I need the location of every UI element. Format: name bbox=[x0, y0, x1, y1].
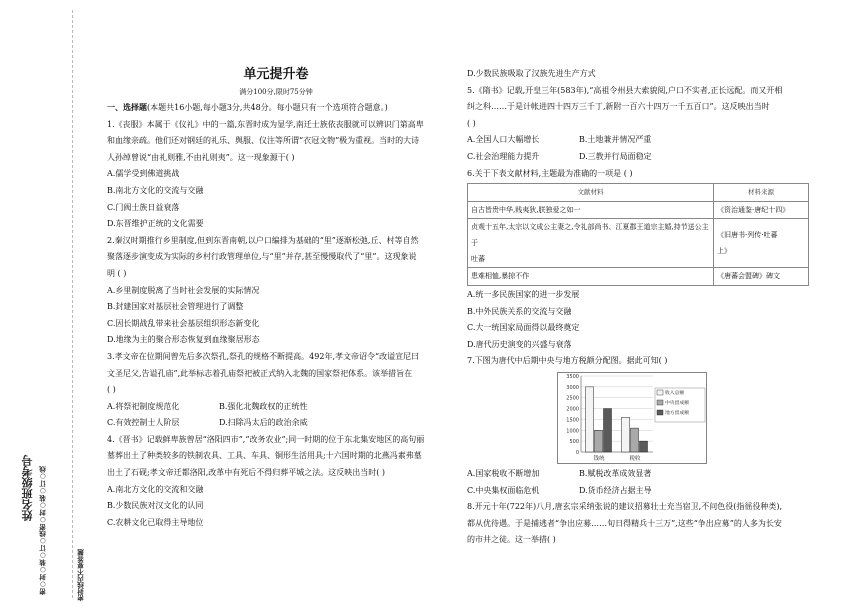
table-cell-source: 《唐蕃会盟碑》碑文 bbox=[714, 268, 809, 286]
q5-options-row2 bbox=[467, 149, 809, 166]
table-cell-source: 《资治通鉴·唐纪十四》 bbox=[714, 201, 809, 219]
q5-stem-line3: ( ) bbox=[467, 118, 476, 128]
section-desc: (本题共16小题,每小题3分,共48分。每小题只有一个选项符合题意。) bbox=[147, 103, 388, 112]
row2-line2: 吐蕃 bbox=[471, 255, 485, 264]
no-answer-note: 密封线内不要答题 bbox=[77, 549, 85, 601]
q2-option-d[interactable]: D.地缘为主的聚合形态恢复到血缘聚居形态 bbox=[107, 335, 260, 345]
binding-dashed-line bbox=[72, 10, 73, 598]
q3-option-a[interactable]: A.将祭祀制度规范化 bbox=[107, 401, 180, 411]
chart-bar bbox=[622, 417, 630, 452]
q1-stem-line2: 和血缘亲疏。他们还对钢廷的礼乐、舆服、仪注等所谓“衣冠文物”极为重视。当时的大诗 bbox=[107, 136, 420, 146]
page-subtitle: 满分100分,限时75分钟 bbox=[239, 88, 313, 96]
chart-svg bbox=[557, 372, 707, 464]
chart-bar bbox=[595, 430, 603, 452]
table-row bbox=[468, 219, 809, 268]
q1-option-d[interactable]: D.东晋维护正统的文化需要 bbox=[107, 219, 204, 229]
chart-bar bbox=[586, 387, 594, 452]
q7-options-row2 bbox=[467, 483, 809, 500]
q1-stem-line3: 人孙绰曾说“由礼则雅,不由礼则夷”。这一现象源于( ) bbox=[107, 152, 295, 162]
q6-stem: 6.关于下表文献材料,主题最为准确的一项是 ( ) bbox=[467, 168, 633, 178]
section-label: 一、选择题 bbox=[107, 103, 147, 112]
legend-swatch bbox=[657, 400, 663, 405]
y-tick-label: 1000 bbox=[566, 428, 579, 435]
q4-stem-line1: 4.《晋书》记载鲜卑族曾居“洛阳四市”,“改务农业”;同一时期的位于东北集安地区的高句丽 bbox=[107, 434, 425, 444]
q7-option-c[interactable]: C.中央集权面临危机 bbox=[467, 485, 540, 495]
q6-option-d[interactable]: D.唐代历史演变的兴盛与衰落 bbox=[467, 339, 572, 349]
legend-label: 中央留成额 bbox=[665, 400, 689, 406]
section-heading bbox=[107, 100, 445, 117]
q3-option-c[interactable]: C.有效控制士人阶层 bbox=[107, 418, 180, 428]
q7-stem: 7.下图为唐代中后期中央与地方税额分配图。据此可知( ) bbox=[467, 356, 668, 366]
q8-stem-line2: 都从优待遇。于是捕逃者“争出应募……旬日得精兵十三万”,这些“争出应募”的人多为长安 bbox=[467, 518, 782, 528]
q8-stem-line1: 8.开元十年(722年)八月,唐玄宗采纳张说的建议招募壮士充当宿卫,不问色役(指徭役种类), bbox=[467, 502, 783, 512]
q4-option-b[interactable]: B.少数民族对汉文化的认同 bbox=[107, 501, 204, 511]
legend-label: 收入总额 bbox=[665, 390, 685, 396]
page-title: 单元提升卷 bbox=[243, 67, 309, 82]
q5-stem-line1: 5.《隋书》记载,开皇三年(583年),“高祖令州县大索貌阅,户口不实者,正长远配。而又开相 bbox=[467, 85, 783, 95]
q5-stem-line2: 纠之科……于是计帐进四十四万三千丁,新附一百六十四万一千五百口”。这反映出当时 bbox=[467, 102, 770, 112]
q6-option-b[interactable]: B.中外民族关系的交流与交融 bbox=[467, 306, 572, 316]
right-column bbox=[467, 66, 809, 549]
q2-stem-line1: 2.秦汉时期推行乡里制度,但到东晋南朝,以户口编排为基础的“里”逐渐松弛,丘、村等自然 bbox=[107, 235, 419, 245]
q3-option-b[interactable]: B.强化北魏政权的正统性 bbox=[219, 401, 308, 411]
src2-line2: 上》 bbox=[717, 247, 731, 256]
q5-option-c[interactable]: C.社会治理能力提升 bbox=[467, 151, 540, 161]
x-tick-label: 钱统 bbox=[593, 455, 605, 462]
q2-option-a[interactable]: A.乡里制度脱离了当时社会发展的实际情况 bbox=[107, 285, 260, 295]
table-cell-material: 自古皆贵中华,贱夷狄,朕独爱之如一 bbox=[468, 201, 714, 219]
legend-swatch bbox=[657, 390, 663, 395]
q3-options-row2 bbox=[107, 415, 445, 432]
seal-line-text: 密○封○装○订○线密○封○装○订○线 bbox=[39, 466, 47, 595]
src2-line1: 《旧唐书·列传·吐蕃 bbox=[717, 231, 778, 240]
q2-stem-line2: 聚落逐步演变成为实际的乡村行政管理单位,与“里”并存,甚至慢慢取代了“里”。这现象说 bbox=[107, 252, 417, 262]
q4-stem-line3: 出土了石砚;孝文帝迁都洛阳,改革中有死后不得归葬平城之法。这反映出当时( ) bbox=[107, 468, 386, 478]
q1-option-a[interactable]: A.儒学受到佛道挑战 bbox=[107, 169, 180, 179]
q7-option-b[interactable]: B.赋税改革成效显著 bbox=[579, 468, 652, 478]
q3-stem-line3: ( ) bbox=[107, 385, 116, 395]
y-tick-label: 500 bbox=[569, 439, 579, 446]
y-tick-label: 1500 bbox=[566, 417, 579, 424]
y-tick-label: 3500 bbox=[566, 373, 579, 380]
q2-option-c[interactable]: C.因长期战乱带来社会基层组织形态新变化 bbox=[107, 318, 260, 328]
q4-stem-line2: 墓葬出土了种类较多的铁制农具、工具、车具、铜形生活用具;十六国时期的北燕冯素弗墓 bbox=[107, 451, 422, 461]
q5-option-d[interactable]: D.三教并行局面稳定 bbox=[579, 151, 652, 161]
q4-option-d[interactable]: D.少数民族吸取了汉族先进生产方式 bbox=[467, 69, 596, 78]
q2-option-b[interactable]: B.封建国家对基层社会管理进行了调整 bbox=[107, 302, 244, 312]
q4-option-a[interactable]: A.南北方文化的交流和交融 bbox=[107, 484, 204, 494]
q2-stem-line3: 明 ( ) bbox=[107, 268, 127, 278]
y-tick-label: 2500 bbox=[566, 395, 579, 402]
table-row bbox=[468, 201, 809, 219]
table-cell-source bbox=[714, 219, 809, 268]
q3-stem-line2: 文圣尼父,告谥孔庙”,此举标志着孔庙祭祀被正式纳入北魏的国家祭祀体系。该举措旨在 bbox=[107, 368, 413, 378]
legend-swatch bbox=[657, 410, 663, 415]
q7-option-d[interactable]: D.货币经济占据主导 bbox=[579, 485, 652, 495]
q4-option-c[interactable]: C.农耕文化已取得主导地位 bbox=[107, 517, 204, 527]
q1-option-c[interactable]: C.门阀士族日益衰落 bbox=[107, 202, 180, 212]
q6-material-table bbox=[467, 183, 809, 286]
left-column bbox=[107, 66, 445, 531]
chart-bar bbox=[604, 408, 612, 451]
table-row bbox=[468, 268, 809, 286]
table-cell-material bbox=[468, 219, 714, 268]
q3-options-row1 bbox=[107, 399, 445, 416]
q5-option-a[interactable]: A.全国人口大幅增长 bbox=[467, 135, 540, 145]
student-info-label: 姓名班级考号 bbox=[21, 455, 34, 521]
q1-option-b[interactable]: B.南北方文化的交流与交融 bbox=[107, 185, 204, 195]
q3-stem-line1: 3.孝文帝在位期间曾先后多次祭孔,祭孔的规格不断提高。492年,孝文帝诏令“改谥宣尼曰 bbox=[107, 351, 420, 361]
y-tick-label: 2000 bbox=[566, 406, 579, 413]
table-header-material: 文献材料 bbox=[468, 184, 714, 202]
chart-bar bbox=[640, 441, 648, 452]
q7-options-row1 bbox=[467, 466, 809, 483]
row2-line1: 贞观十五年,太宗以文成公主妻之,令礼部尚书、江夏郡王道宗主婚,持节送公主于 bbox=[471, 223, 709, 248]
legend-label: 地方留成额 bbox=[665, 410, 689, 416]
chart-bar bbox=[631, 428, 639, 452]
q3-option-d[interactable]: D.扫除冯太后的政治余威 bbox=[219, 418, 308, 428]
x-tick-label: 税收 bbox=[629, 455, 641, 462]
q8-stem-line3: 的市井之徒。这一举措( ) bbox=[467, 535, 556, 545]
table-cell-material: 患难相恤,暴掠不作 bbox=[468, 268, 714, 286]
table-header-row bbox=[468, 184, 809, 202]
q5-option-b[interactable]: B.土地兼并情况严重 bbox=[579, 135, 652, 145]
q5-options-row1 bbox=[467, 132, 809, 149]
tax-distribution-chart bbox=[557, 372, 707, 464]
q6-option-c[interactable]: C.大一统国家局面得以最终奠定 bbox=[467, 323, 580, 333]
q7-option-a[interactable]: A.国家税收不断增加 bbox=[467, 468, 540, 478]
y-tick-label: 3000 bbox=[566, 384, 579, 391]
q6-option-a[interactable]: A.统一多民族国家的进一步发展 bbox=[467, 289, 580, 299]
y-tick-label: 0 bbox=[575, 449, 579, 456]
q1-stem-line1: 1.《丧服》本属于《仪礼》中的一篇,东晋时成为显学,南迁士族依丧服就可以辨识门第高卑 bbox=[107, 119, 424, 129]
table-header-source: 材料来源 bbox=[714, 184, 809, 202]
